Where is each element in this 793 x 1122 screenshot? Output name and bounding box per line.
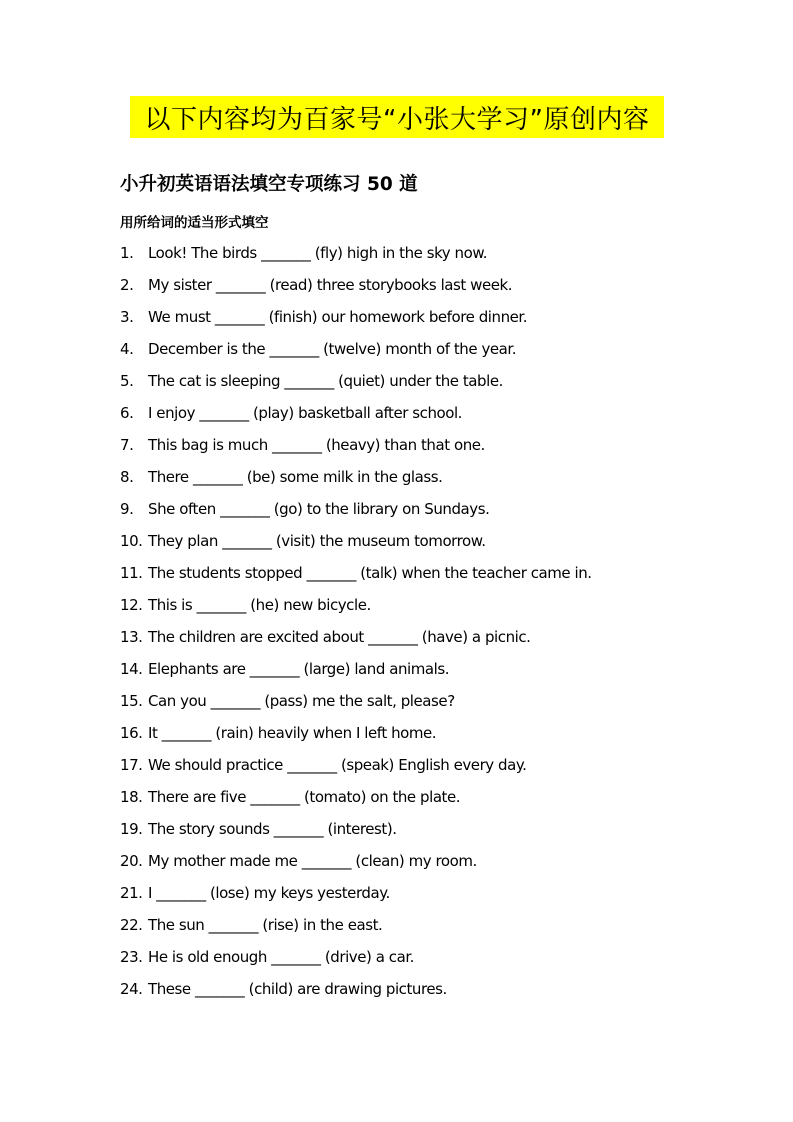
question-number: 15. <box>120 692 143 710</box>
question-number: 3. <box>120 308 134 326</box>
question-text: There _______ (be) some milk in the glass. <box>148 468 443 486</box>
question-item <box>120 434 592 466</box>
question-item <box>120 690 592 722</box>
question-item <box>120 754 592 786</box>
question-text: The cat is sleeping _______ (quiet) under the table. <box>148 372 503 390</box>
question-item <box>120 562 592 594</box>
question-number: 23. <box>120 948 143 966</box>
banner-text: 以下内容均为百家号“小张大学习”原创内容 <box>144 104 650 135</box>
worksheet-title: 小升初英语语法填空专项练习 50 道 <box>120 174 418 195</box>
question-item <box>120 242 592 274</box>
question-text: Can you _______ (pass) me the salt, please? <box>148 692 455 710</box>
question-number: 10. <box>120 532 143 550</box>
question-item <box>120 626 592 658</box>
question-item <box>120 850 592 882</box>
question-text: The sun _______ (rise) in the east. <box>148 916 383 934</box>
question-number: 9. <box>120 500 134 518</box>
question-number: 1. <box>120 244 134 262</box>
question-item <box>120 402 592 434</box>
question-number: 8. <box>120 468 134 486</box>
question-text: I enjoy _______ (play) basketball after school. <box>148 404 462 422</box>
question-number: 18. <box>120 788 143 806</box>
question-number: 11. <box>120 564 143 582</box>
question-item <box>120 274 592 306</box>
question-item <box>120 306 592 338</box>
question-text: She often _______ (go) to the library on Sundays. <box>148 500 490 518</box>
question-item <box>120 466 592 498</box>
question-text: They plan _______ (visit) the museum tomorrow. <box>148 532 486 550</box>
question-text: The story sounds _______ (interest). <box>148 820 397 838</box>
question-text: I _______ (lose) my keys yesterday. <box>148 884 390 902</box>
question-number: 12. <box>120 596 143 614</box>
instructions: 用所给词的适当形式填空 <box>120 215 269 231</box>
question-item <box>120 946 592 978</box>
question-item <box>120 658 592 690</box>
question-text: We should practice _______ (speak) English every day. <box>148 756 527 774</box>
question-text: This is _______ (he) new bicycle. <box>148 596 371 614</box>
question-item <box>120 498 592 530</box>
question-number: 17. <box>120 756 143 774</box>
question-text: December is the _______ (twelve) month of the year. <box>148 340 517 358</box>
question-number: 4. <box>120 340 134 358</box>
question-item <box>120 786 592 818</box>
question-list <box>120 242 592 1010</box>
question-item <box>120 530 592 562</box>
question-number: 16. <box>120 724 143 742</box>
question-item <box>120 818 592 850</box>
question-text: It _______ (rain) heavily when I left home. <box>148 724 437 742</box>
question-number: 24. <box>120 980 143 998</box>
question-text: The children are excited about _______ (have) a picnic. <box>148 628 531 646</box>
question-number: 22. <box>120 916 143 934</box>
question-text: These _______ (child) are drawing pictures. <box>148 980 447 998</box>
question-number: 13. <box>120 628 143 646</box>
question-number: 7. <box>120 436 134 454</box>
question-text: The students stopped _______ (talk) when the teacher came in. <box>148 564 592 582</box>
question-number: 6. <box>120 404 134 422</box>
header-banner <box>130 96 664 138</box>
question-text: My sister _______ (read) three storybooks last week. <box>148 276 513 294</box>
question-item <box>120 338 592 370</box>
question-item <box>120 882 592 914</box>
question-number: 20. <box>120 852 143 870</box>
question-number: 5. <box>120 372 134 390</box>
question-item <box>120 370 592 402</box>
question-item <box>120 722 592 754</box>
question-text: We must _______ (finish) our homework before dinner. <box>148 308 528 326</box>
question-number: 19. <box>120 820 143 838</box>
question-text: He is old enough _______ (drive) a car. <box>148 948 414 966</box>
question-number: 14. <box>120 660 143 678</box>
question-number: 2. <box>120 276 134 294</box>
question-text: Elephants are _______ (large) land animals. <box>148 660 450 678</box>
question-text: Look! The birds _______ (fly) high in the sky now. <box>148 244 488 262</box>
question-item <box>120 594 592 626</box>
question-text: My mother made me _______ (clean) my room. <box>148 852 477 870</box>
question-number: 21. <box>120 884 143 902</box>
question-item <box>120 914 592 946</box>
question-item <box>120 978 592 1010</box>
question-text: There are five _______ (tomato) on the plate. <box>148 788 461 806</box>
question-text: This bag is much _______ (heavy) than that one. <box>148 436 485 454</box>
